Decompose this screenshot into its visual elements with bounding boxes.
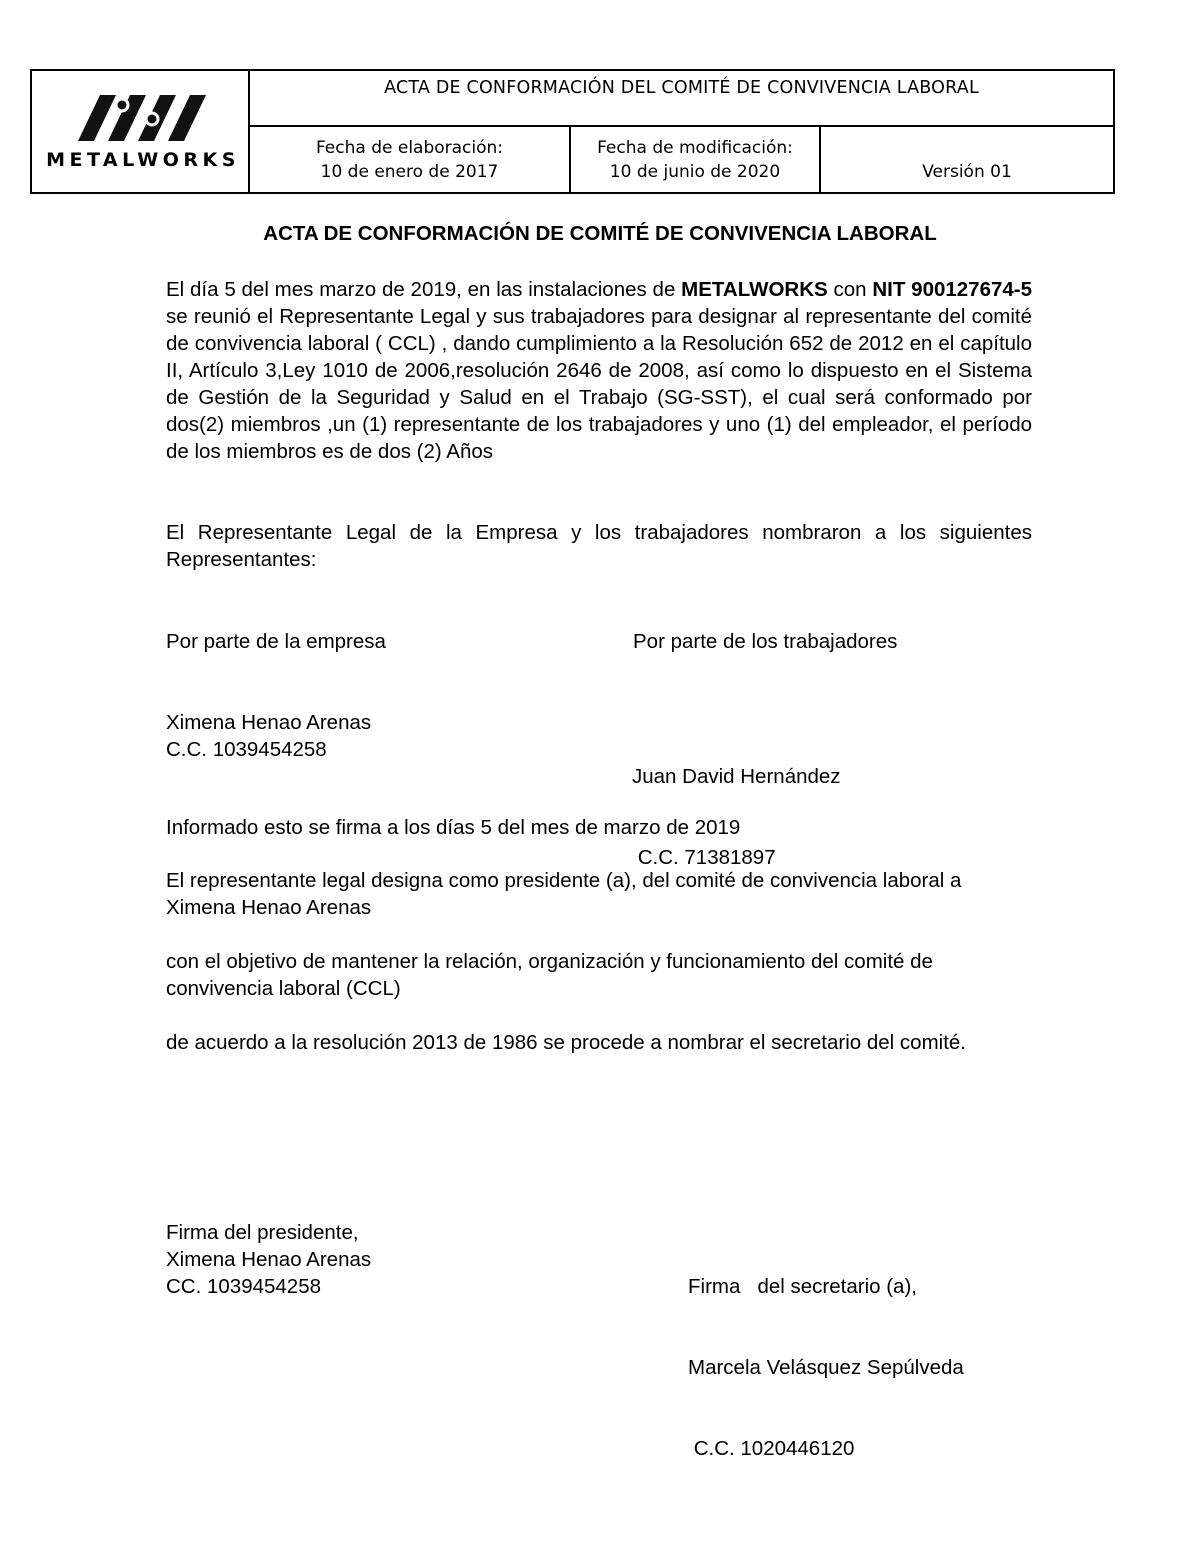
president-sig-name: Ximena Henao Arenas: [166, 1248, 372, 1271]
modified-date-value: 10 de junio de 2020: [609, 162, 781, 182]
document-header: [30, 69, 1115, 194]
header-title: ACTA DE CONFORMACIÓN DEL COMITÉ DE CONVIVENCIA LABORAL: [250, 71, 1113, 127]
secretary-sig-id: C.C. 1020446120: [688, 1437, 855, 1460]
company-rep-id: C.C. 1039454258: [166, 738, 327, 761]
logo-wordmark: METALWORKS: [46, 149, 240, 171]
created-date-cell: [250, 127, 571, 192]
nomination-paragraph: El Representante Legal de la Empresa y los trabajadores nombraron a los siguientes Representantes:: [166, 521, 1032, 571]
intro-paragraph: [166, 276, 1032, 465]
intro-text-3: se reunió el Representante Legal y sus trabajadores para designar al representante del comité de convivencia laboral ( CCL) , dando cumplimiento a la Resolución 652 de 2012 en el capítulo II, Artículo 3,Ley 1010 de 2006,resolución 2646 de 2008, así como lo dispuesto en el Sistema de Gestión de la Seguridad y Salud en el Trabajo (SG-SST), el cual será conformado por dos(2) miembros ,un (1) representante de los trabajadores y uno (1) del empleador, el período de los miembros es de dos (2) Años: [166, 305, 1032, 463]
secretary-sig-label: Firma del secretario (a),: [688, 1275, 917, 1298]
company-name: METALWORKS: [681, 278, 828, 301]
version-cell: [821, 127, 1113, 192]
modified-date-cell: [571, 127, 821, 192]
intro-text-1: El día 5 del mes marzo de 2019, en las instalaciones de: [166, 278, 682, 301]
signed-note: Informado esto se firma a los días 5 del mes de marzo de 2019: [166, 816, 741, 839]
objective-note: con el objetivo de mantener la relación, organización y funcionamiento del comité de convivencia laboral (CCL): [166, 950, 933, 1000]
logo-cell: [32, 71, 250, 192]
workers-rep-name: Juan David Hernández: [632, 765, 841, 788]
workers-side-heading: Por parte de los trabajadores: [633, 630, 898, 653]
created-date-label: Fecha de elaboración:: [315, 138, 504, 158]
document-title: ACTA DE CONFORMACIÓN DE COMITÉ DE CONVIVENCIA LABORAL: [263, 222, 937, 245]
company-rep-name: Ximena Henao Arenas: [166, 711, 372, 734]
secretary-signature: [688, 1219, 964, 1489]
president-sig-id: CC. 1039454258: [166, 1275, 322, 1298]
president-note: El representante legal designa como presidente (a), del comité de convivencia laboral a Ximena Henao Arenas: [166, 869, 962, 919]
modified-date-label: Fecha de modificación:: [597, 138, 793, 158]
created-date-value: 10 de enero de 2017: [320, 162, 499, 182]
company-representative: [166, 709, 371, 763]
president-signature: [166, 1219, 371, 1300]
company-nit: NIT 900127674-5: [872, 278, 1032, 301]
company-side-heading: Por parte de la empresa: [166, 630, 386, 653]
workers-rep-id: C.C. 71381897: [632, 846, 776, 869]
intro-text-2: con: [827, 278, 873, 301]
metalworks-logo-icon: [78, 95, 206, 141]
secretary-note: de acuerdo a la resolución 2013 de 1986 se procede a nombrar el secretario del comité.: [166, 1031, 966, 1054]
president-sig-label: Firma del presidente,: [166, 1221, 359, 1244]
version-label: Versión 01: [922, 162, 1012, 182]
secretary-sig-name: Marcela Velásquez Sepúlveda: [688, 1356, 964, 1379]
